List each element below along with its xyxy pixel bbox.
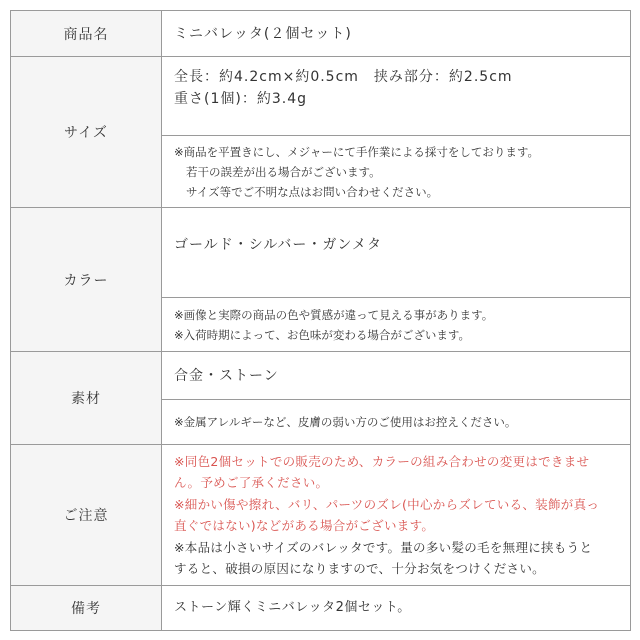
spec-value-caution (162, 445, 631, 586)
spec-row-color-main (11, 208, 631, 298)
spec-label-caution: ご注意 (11, 445, 162, 586)
color-notes (162, 298, 631, 352)
spec-value-material: 合金・ストーン (162, 352, 631, 400)
size-note-line: ※商品を平置きにし、メジャーにて手作業による採寸をしております。 (174, 144, 539, 159)
color-note-line: ※画像と実際の商品の色や質感が違って見える事があります。 (174, 307, 494, 322)
caution-line: ※本品は小さいサイズのバレッタです。量の多い髪の毛を無理に挟もうと (174, 539, 593, 555)
spec-value-product-name: ミニバレッタ(２個セット) (162, 11, 631, 57)
spec-row-size-main (11, 57, 631, 136)
spec-label-size: サイズ (11, 57, 162, 208)
spec-row-product-name (11, 11, 631, 57)
spec-label-remarks: 備考 (11, 586, 162, 631)
size-note-line: サイズ等でご不明な点はお問い合わせください。 (186, 184, 439, 199)
caution-line: すると、破損の原因になりますので、十分お気をつけください。 (174, 561, 545, 576)
caution-warning-line: ん。予めご了承ください。 (174, 475, 329, 490)
spec-label-product-name: 商品名 (11, 11, 162, 57)
size-notes (162, 136, 631, 208)
size-weight-text: 重さ(1個)：約3.4g (174, 91, 307, 107)
spec-value-color: ゴールド・シルバー・ガンメタ (162, 208, 631, 298)
spec-row-material-main (11, 352, 631, 400)
spec-label-color: カラー (11, 208, 162, 352)
material-notes (162, 400, 631, 445)
spec-value-remarks: ストーン輝くミニバレッタ2個セット。 (162, 586, 631, 631)
size-note-line: 若干の誤差が出る場合がございます。 (186, 164, 381, 179)
spec-label-material: 素材 (11, 352, 162, 445)
product-spec-table (10, 10, 631, 631)
size-dimensions-text: 全長：約4.2cm×約0.5cm 挟み部分：約2.5cm (174, 69, 513, 85)
material-note-line: ※金属アレルギーなど、皮膚の弱い方のご使用はお控えください。 (174, 415, 517, 429)
spec-row-remarks (11, 586, 631, 631)
color-note-line: ※入荷時期によって、お色味が変わる場合がございます。 (174, 327, 470, 342)
caution-warning-line: ※同色2個セットでの販売のため、カラーの組み合わせの変更はできませ (174, 453, 590, 469)
spec-value-size (162, 57, 631, 136)
caution-warning-line: ※細かい傷や擦れ、バリ、パーツのズレ(中心からズレている、装飾が真っ (174, 496, 600, 512)
spec-row-caution (11, 445, 631, 586)
caution-warning-line: 直ぐではない)などがある場合がございます。 (174, 518, 435, 533)
